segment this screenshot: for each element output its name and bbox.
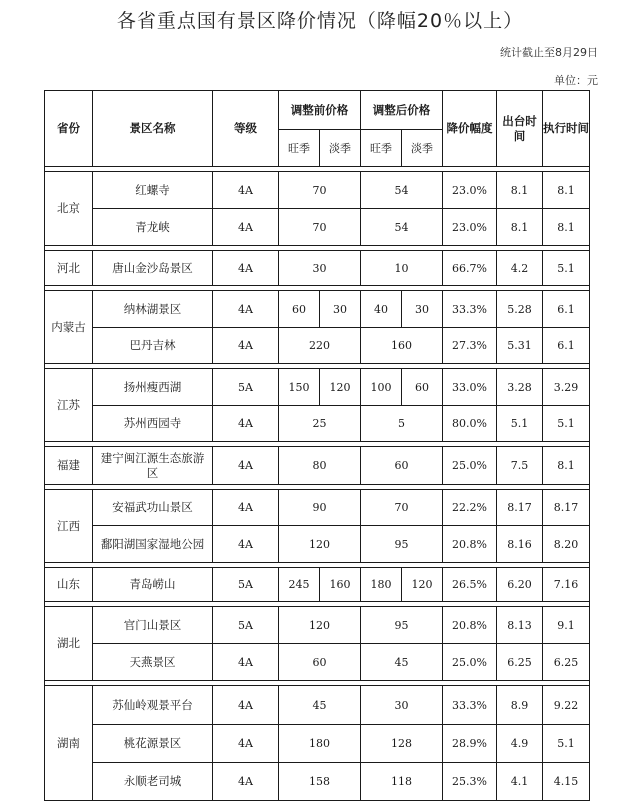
table-row bbox=[45, 172, 590, 209]
release-cell: 7.5 bbox=[497, 447, 543, 485]
before-price: 25 bbox=[279, 406, 361, 442]
drop-cell: 20.8% bbox=[443, 526, 497, 563]
after-price: 60 bbox=[361, 447, 443, 485]
release-cell: 5.28 bbox=[497, 291, 543, 328]
grade-cell: 4A bbox=[213, 686, 279, 725]
after-peak-price: 40 bbox=[361, 291, 402, 328]
before-price: 80 bbox=[279, 447, 361, 485]
table-row bbox=[45, 644, 590, 681]
drop-cell: 26.5% bbox=[443, 568, 497, 602]
before-price: 70 bbox=[279, 209, 361, 246]
table-row bbox=[45, 763, 590, 801]
scenic-name: 鄱阳湖国家湿地公园 bbox=[93, 526, 213, 563]
after-price: 54 bbox=[361, 172, 443, 209]
execute-cell: 5.1 bbox=[543, 251, 590, 286]
before-price: 90 bbox=[279, 490, 361, 526]
before-peak-price: 245 bbox=[279, 568, 320, 602]
scenic-name: 纳林湖景区 bbox=[93, 291, 213, 328]
grade-cell: 4A bbox=[213, 526, 279, 563]
scenic-name: 唐山金沙岛景区 bbox=[93, 251, 213, 286]
grade-cell: 4A bbox=[213, 251, 279, 286]
scenic-name: 官门山景区 bbox=[93, 607, 213, 644]
before-off-price: 30 bbox=[320, 291, 361, 328]
header-before-off: 淡季 bbox=[320, 130, 361, 167]
drop-cell: 25.0% bbox=[443, 447, 497, 485]
drop-cell: 28.9% bbox=[443, 725, 497, 763]
release-cell: 8.1 bbox=[497, 209, 543, 246]
table-row bbox=[45, 568, 590, 602]
table-row bbox=[45, 607, 590, 644]
execute-cell: 8.1 bbox=[543, 209, 590, 246]
after-price: 10 bbox=[361, 251, 443, 286]
after-off-price: 120 bbox=[402, 568, 443, 602]
release-cell: 8.13 bbox=[497, 607, 543, 644]
table-row bbox=[45, 725, 590, 763]
table-row bbox=[45, 369, 590, 406]
after-price: 5 bbox=[361, 406, 443, 442]
table-row bbox=[45, 490, 590, 526]
drop-cell: 25.3% bbox=[443, 763, 497, 801]
before-price: 120 bbox=[279, 607, 361, 644]
before-price: 158 bbox=[279, 763, 361, 801]
execute-cell: 7.16 bbox=[543, 568, 590, 602]
release-cell: 3.28 bbox=[497, 369, 543, 406]
scenic-name: 桃花源景区 bbox=[93, 725, 213, 763]
province-cell: 江苏 bbox=[45, 369, 93, 442]
after-price: 118 bbox=[361, 763, 443, 801]
header-after-peak: 旺季 bbox=[361, 130, 402, 167]
after-price: 70 bbox=[361, 490, 443, 526]
release-cell: 5.1 bbox=[497, 406, 543, 442]
scenic-name: 永顺老司城 bbox=[93, 763, 213, 801]
header-grade: 等级 bbox=[213, 91, 279, 167]
table-row bbox=[45, 209, 590, 246]
release-cell: 6.20 bbox=[497, 568, 543, 602]
drop-cell: 33.3% bbox=[443, 291, 497, 328]
header-before-price: 调整前价格 bbox=[279, 91, 361, 130]
after-off-price: 60 bbox=[402, 369, 443, 406]
execute-cell: 8.20 bbox=[543, 526, 590, 563]
grade-cell: 4A bbox=[213, 172, 279, 209]
before-peak-price: 60 bbox=[279, 291, 320, 328]
drop-cell: 25.0% bbox=[443, 644, 497, 681]
execute-cell: 6.1 bbox=[543, 328, 590, 364]
header-drop: 降价幅度 bbox=[443, 91, 497, 167]
after-off-price: 30 bbox=[402, 291, 443, 328]
execute-cell: 9.22 bbox=[543, 686, 590, 725]
table-row bbox=[45, 328, 590, 364]
execute-cell: 8.1 bbox=[543, 447, 590, 485]
header-before-peak: 旺季 bbox=[279, 130, 320, 167]
table-row bbox=[45, 526, 590, 563]
after-price: 160 bbox=[361, 328, 443, 364]
header-province: 省份 bbox=[45, 91, 93, 167]
release-cell: 4.1 bbox=[497, 763, 543, 801]
header-execute-time: 执行时间 bbox=[543, 91, 590, 167]
scenic-name: 青岛崂山 bbox=[93, 568, 213, 602]
drop-cell: 23.0% bbox=[443, 172, 497, 209]
drop-cell: 33.3% bbox=[443, 686, 497, 725]
release-cell: 8.9 bbox=[497, 686, 543, 725]
before-off-price: 160 bbox=[320, 568, 361, 602]
stats-date: 统计截止至8月29日 bbox=[500, 46, 598, 59]
before-price: 120 bbox=[279, 526, 361, 563]
after-price: 95 bbox=[361, 526, 443, 563]
release-cell: 8.17 bbox=[497, 490, 543, 526]
province-cell: 福建 bbox=[45, 447, 93, 485]
grade-cell: 4A bbox=[213, 447, 279, 485]
execute-cell: 8.1 bbox=[543, 172, 590, 209]
before-price: 45 bbox=[279, 686, 361, 725]
province-cell: 河北 bbox=[45, 251, 93, 286]
scenic-name: 扬州瘦西湖 bbox=[93, 369, 213, 406]
drop-cell: 27.3% bbox=[443, 328, 497, 364]
before-price: 30 bbox=[279, 251, 361, 286]
scenic-name: 巴丹吉林 bbox=[93, 328, 213, 364]
execute-cell: 5.1 bbox=[543, 725, 590, 763]
grade-cell: 4A bbox=[213, 406, 279, 442]
release-cell: 4.2 bbox=[497, 251, 543, 286]
after-price: 30 bbox=[361, 686, 443, 725]
header-row bbox=[45, 91, 590, 130]
header-release-time: 出台时间 bbox=[497, 91, 543, 167]
grade-cell: 5A bbox=[213, 568, 279, 602]
header-after-price: 调整后价格 bbox=[361, 91, 443, 130]
province-cell: 湖南 bbox=[45, 686, 93, 801]
table-row bbox=[45, 406, 590, 442]
scenic-name: 红螺寺 bbox=[93, 172, 213, 209]
before-off-price: 120 bbox=[320, 369, 361, 406]
drop-cell: 66.7% bbox=[443, 251, 497, 286]
drop-cell: 23.0% bbox=[443, 209, 497, 246]
drop-cell: 80.0% bbox=[443, 406, 497, 442]
grade-cell: 4A bbox=[213, 209, 279, 246]
after-price: 95 bbox=[361, 607, 443, 644]
province-cell: 山东 bbox=[45, 568, 93, 602]
table-row bbox=[45, 447, 590, 485]
table-row bbox=[45, 686, 590, 725]
after-price: 45 bbox=[361, 644, 443, 681]
after-peak-price: 180 bbox=[361, 568, 402, 602]
after-peak-price: 100 bbox=[361, 369, 402, 406]
execute-cell: 6.25 bbox=[543, 644, 590, 681]
grade-cell: 4A bbox=[213, 328, 279, 364]
grade-cell: 4A bbox=[213, 763, 279, 801]
price-table bbox=[44, 90, 590, 801]
execute-cell: 5.1 bbox=[543, 406, 590, 442]
grade-cell: 4A bbox=[213, 490, 279, 526]
unit-label: 单位：元 bbox=[554, 74, 598, 87]
execute-cell: 8.17 bbox=[543, 490, 590, 526]
before-price: 180 bbox=[279, 725, 361, 763]
grade-cell: 4A bbox=[213, 644, 279, 681]
grade-cell: 5A bbox=[213, 607, 279, 644]
province-cell: 湖北 bbox=[45, 607, 93, 681]
page-title: 各省重点国有景区降价情况（降幅20％以上） bbox=[116, 10, 524, 32]
province-cell: 内蒙古 bbox=[45, 291, 93, 364]
scenic-name: 苏州西园寺 bbox=[93, 406, 213, 442]
table-row bbox=[45, 291, 590, 328]
release-cell: 8.16 bbox=[497, 526, 543, 563]
scenic-name: 青龙峡 bbox=[93, 209, 213, 246]
release-cell: 4.9 bbox=[497, 725, 543, 763]
drop-cell: 22.2% bbox=[443, 490, 497, 526]
grade-cell: 4A bbox=[213, 291, 279, 328]
scenic-name: 安福武功山景区 bbox=[93, 490, 213, 526]
release-cell: 5.31 bbox=[497, 328, 543, 364]
after-price: 128 bbox=[361, 725, 443, 763]
before-price: 220 bbox=[279, 328, 361, 364]
before-peak-price: 150 bbox=[279, 369, 320, 406]
release-cell: 6.25 bbox=[497, 644, 543, 681]
execute-cell: 3.29 bbox=[543, 369, 590, 406]
province-cell: 江西 bbox=[45, 490, 93, 563]
after-price: 54 bbox=[361, 209, 443, 246]
release-cell: 8.1 bbox=[497, 172, 543, 209]
province-cell: 北京 bbox=[45, 172, 93, 246]
grade-cell: 5A bbox=[213, 369, 279, 406]
execute-cell: 6.1 bbox=[543, 291, 590, 328]
execute-cell: 4.15 bbox=[543, 763, 590, 801]
drop-cell: 20.8% bbox=[443, 607, 497, 644]
before-price: 60 bbox=[279, 644, 361, 681]
header-after-off: 淡季 bbox=[402, 130, 443, 167]
before-price: 70 bbox=[279, 172, 361, 209]
execute-cell: 9.1 bbox=[543, 607, 590, 644]
drop-cell: 33.0% bbox=[443, 369, 497, 406]
header-scenic-name: 景区名称 bbox=[93, 91, 213, 167]
scenic-name: 建宁闽江源生态旅游区 bbox=[93, 447, 213, 485]
grade-cell: 4A bbox=[213, 725, 279, 763]
scenic-name: 天燕景区 bbox=[93, 644, 213, 681]
table-row bbox=[45, 251, 590, 286]
scenic-name: 苏仙岭观景平台 bbox=[93, 686, 213, 725]
